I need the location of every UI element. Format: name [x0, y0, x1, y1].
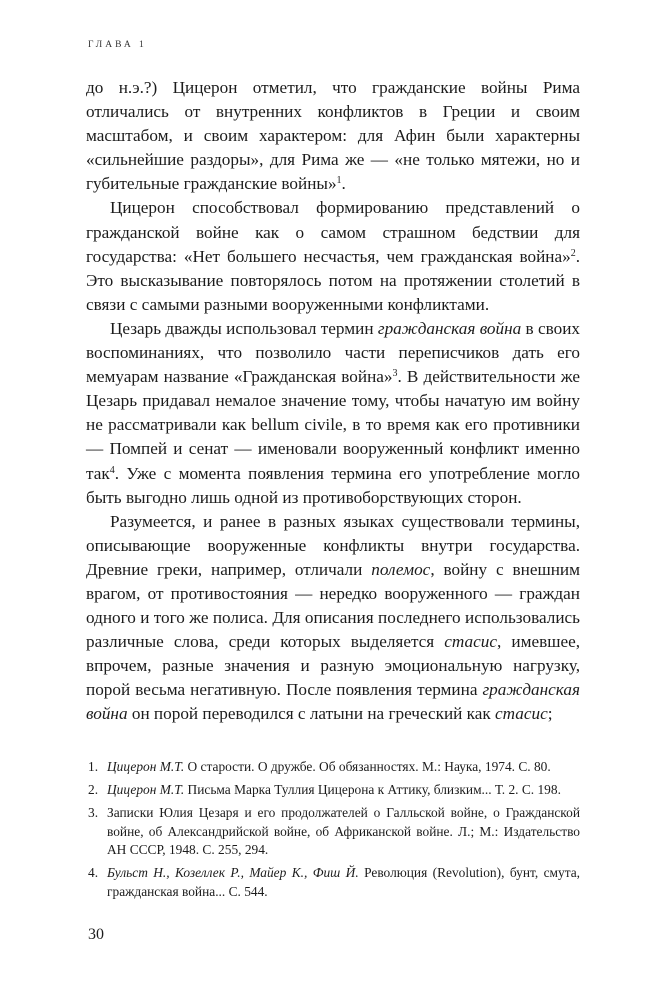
paragraph-4 [86, 510, 580, 727]
paragraph-2 [86, 196, 580, 316]
footnote-number: 4. [88, 865, 99, 881]
paragraph-3 [86, 317, 580, 510]
running-head: ГЛАВА 1 [88, 40, 147, 50]
footnote-ref-1[interactable]: 1 [336, 175, 342, 187]
footnote-4 [88, 864, 580, 901]
footnote-2 [88, 781, 580, 800]
italic-term: гражданская война [86, 680, 580, 724]
footnote-text: Записки Юлия Цезаря и его продолжателей о Галльской войне, о Гражданской войне, об Александрийской войне, об Африканской войне. Л.; М.: Издательство АН СССР, 1948. С. 255, 294. [107, 805, 580, 858]
text-segment: . В действительности же Цезарь придавал немалое значение тому, чтобы начатую им войну не рассматривали как bellum civile, в то время как его противники — Помпей и сенат — именовали вооруженный конфликт именно так [86, 367, 580, 483]
text-segment: Цицерон способствовал формированию представлений о гражданской войне как о самом страшном бедствии для государства: «Нет большего несчастья, чем гражданская война» [86, 198, 580, 266]
text-segment: . Это высказывание повторялось потом на протяжении столетий в связи с самыми разными вооруженными конфликтами. [86, 246, 580, 314]
footnote-text: О старости. О дружбе. Об обязанностях. М.: Наука, 1974. С. 80. [184, 759, 551, 774]
text-segment: в своих воспоминаниях, что позволило части переписчиков дать его мемуарам название «Гражданская война» [86, 318, 580, 387]
footnote-number: 2. [88, 782, 99, 798]
italic-term: гражданская война [377, 318, 522, 338]
page-number: 30 [88, 926, 104, 943]
footnote-author: Бульст Н., Козеллек Р., Майер К., Фиш Й. [107, 865, 359, 881]
text-segment: до н.э.?) Цицерон отметил, что гражданские войны Рима отличались от внутренних конфликтов в Греции и своим масштабом, и своим характером: для Афин были характерны «сильнейшие раздоры», для Рима же — «не только мятежи, но и губительные гражданские войны» [86, 78, 580, 194]
footnote-text: Революция (Revolution), бунт, смута, гражданская война... С. 544. [107, 865, 580, 900]
text-segment: Цезарь дважды использовал термин [110, 318, 378, 338]
text-segment: он порой переводился с латыни на греческий как [127, 704, 496, 724]
footnote-1 [88, 758, 580, 777]
footnote-author: Цицерон М.Т. [107, 759, 185, 774]
text-segment: , войну с внешним врагом, от противостояния — нередко вооруженного — граждан одного и того же полиса. Для описания последнего использовались различные слова, среди которых выделяется [86, 559, 580, 652]
footnote-ref-2[interactable]: 2 [570, 247, 576, 259]
footnote-3 [88, 804, 580, 860]
italic-term: стасис [444, 632, 497, 652]
text-segment: ; [547, 704, 553, 724]
footnote-ref-3[interactable]: 3 [392, 368, 398, 380]
main-text [86, 76, 580, 727]
footnote-author: Цицерон М.Т. [107, 782, 185, 798]
italic-term: полемос [371, 559, 431, 579]
text-segment: . [341, 174, 346, 194]
footnote-number: 3. [88, 805, 99, 821]
text-segment: Разумеется, и ранее в разных языках существовали термины, описывающие вооруженные конфликты внутри государства. Древние греки, например, отличали [86, 511, 580, 579]
footnote-number: 1. [88, 759, 99, 774]
footnote-text: Письма Марка Туллия Цицерона к Аттику, близким... Т. 2. С. 198. [184, 782, 561, 798]
footnote-ref-4[interactable]: 4 [109, 464, 115, 476]
text-segment: . Уже с момента появления термина его употребление могло быть выгодно лишь одной из противоборствующих сторон. [86, 463, 580, 507]
paragraph-1 [86, 76, 580, 196]
italic-term: стасис [495, 704, 548, 724]
footnotes-list [88, 758, 580, 906]
text-segment: , имевшее, впрочем, разные значения и разную эмоциональную нагрузку, порой весьма негативную. После появления термина [86, 632, 580, 700]
